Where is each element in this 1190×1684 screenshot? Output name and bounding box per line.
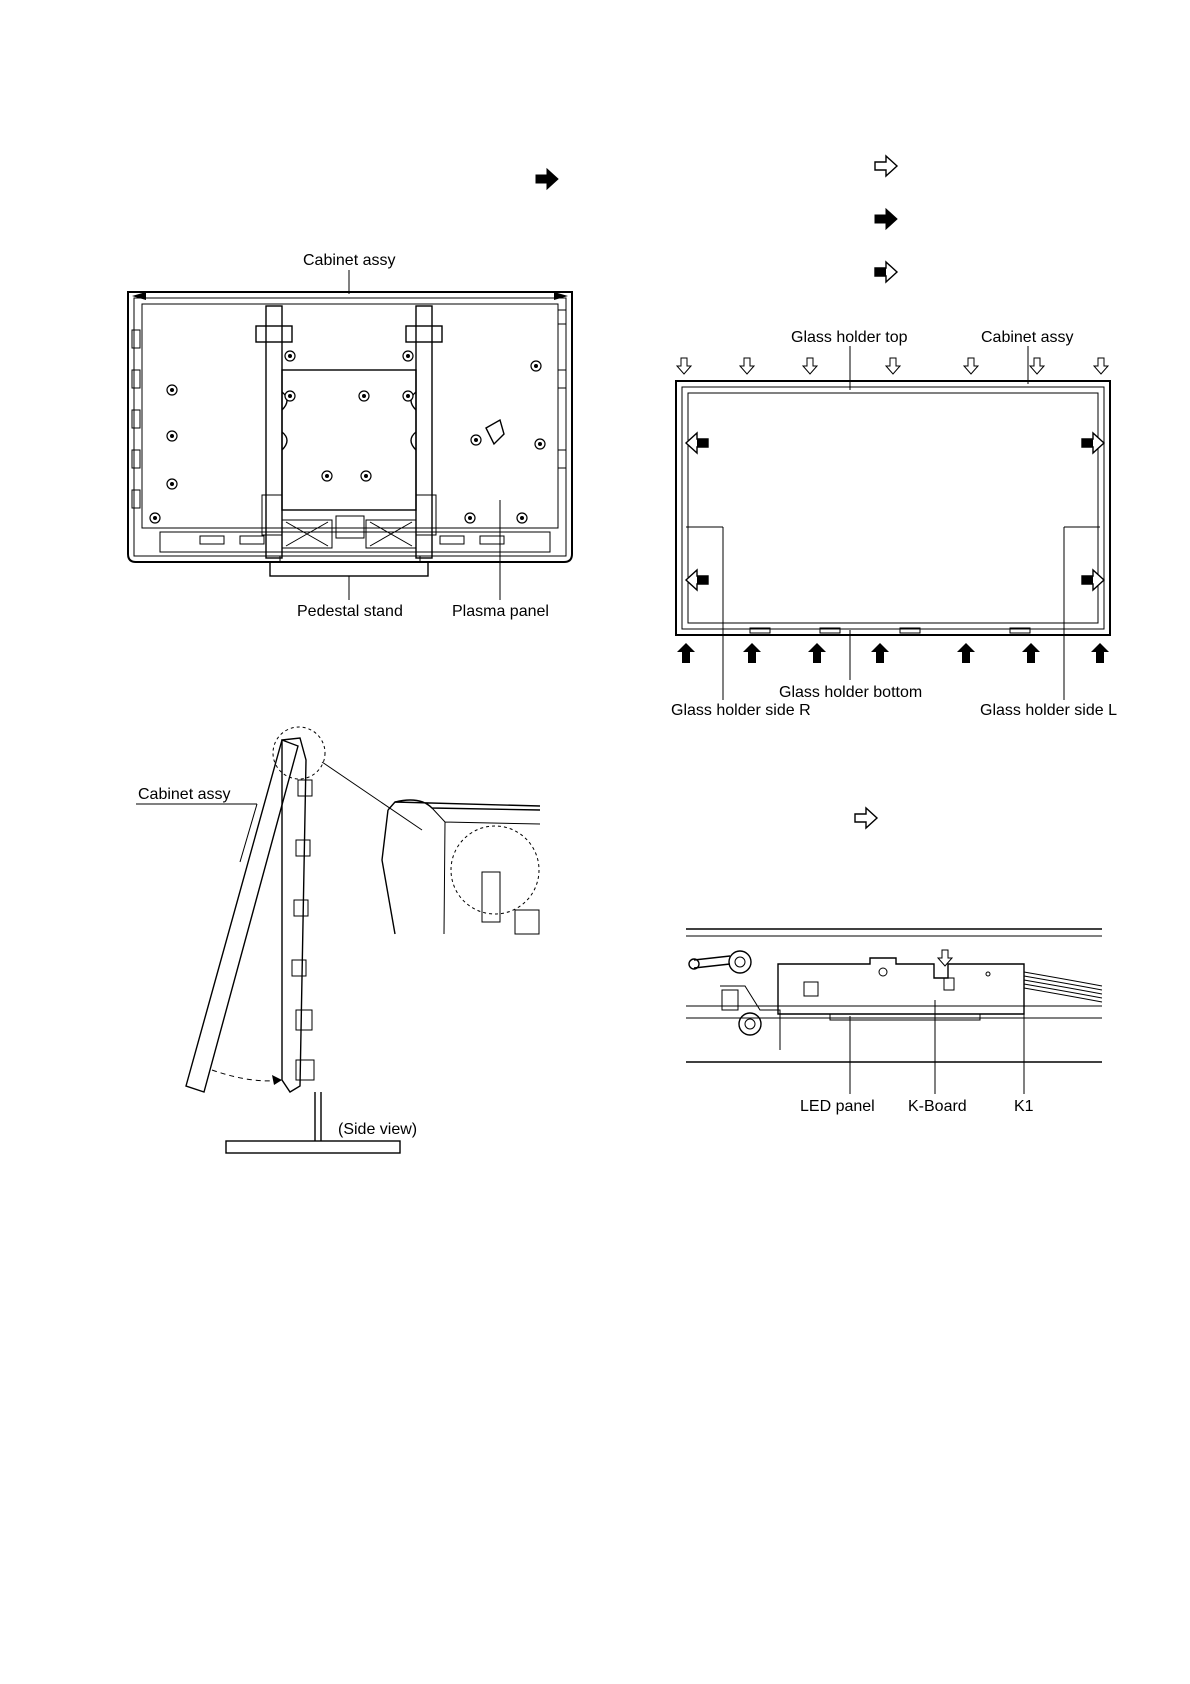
k-board-label: K-Board — [908, 1098, 967, 1115]
side-view-label: (Side view) — [338, 1121, 418, 1138]
glass-holder-top-label: Glass holder top — [791, 329, 908, 346]
solid-right-arrow-icon — [536, 169, 558, 189]
k1-label: K1 — [1014, 1098, 1034, 1115]
glass-holder-bottom-label: Glass holder bottom — [779, 684, 923, 701]
hollow-right-arrow-icon — [855, 808, 877, 828]
k-board-figure — [686, 929, 1102, 1094]
cabinet-assy-top-label: Cabinet assy — [981, 329, 1074, 346]
glass-holder-figure — [676, 346, 1110, 700]
plasma-panel-label: Plasma panel — [452, 603, 549, 620]
pedestal-stand-label: Pedestal stand — [297, 603, 403, 620]
led-panel-label: LED panel — [800, 1098, 875, 1115]
cabinet-assy-label: Cabinet assy — [303, 252, 396, 269]
glass-holder-side-l-label: Glass holder side L — [980, 702, 1117, 719]
half-filled-right-arrow-icon — [875, 262, 897, 282]
glass-holder-side-r-label: Glass holder side R — [671, 702, 811, 719]
hollow-right-arrow-icon — [875, 156, 897, 176]
rear-view-figure — [128, 270, 572, 600]
cabinet-assy-side-label: Cabinet assy — [138, 786, 231, 803]
solid-right-arrow-icon — [875, 209, 897, 229]
